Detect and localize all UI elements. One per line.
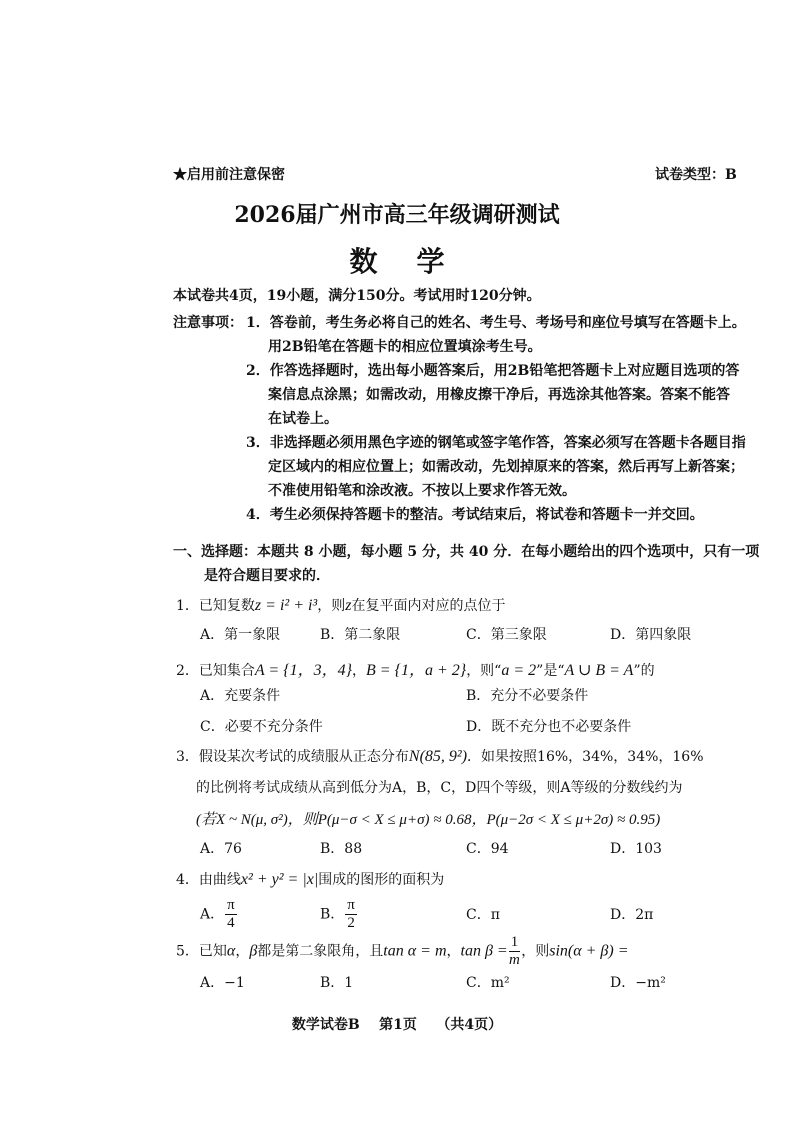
note-3-line-2: 定区域内的相应位置上；如需改动，先划掉原来的答案，然后再写上新答案； [268, 459, 744, 475]
note-3-line-1: 3．非选择题必须用黑色字迹的钢笔或签字笔作答，答案必须写在答题卡各题目指 [246, 435, 746, 451]
question-number: 3． [176, 749, 199, 765]
section-1-heading-line-2: 是符合题目要求的． [204, 568, 330, 584]
q3-text-2: ．如果按照16%，34%，34%，16% [467, 749, 704, 765]
q1-var: z [345, 597, 352, 614]
q2-option-c: C．必要不充分条件 [200, 719, 323, 735]
q5-tan-beta: tan β = [460, 942, 508, 960]
q2-condition-2: A ∪ B = A [564, 662, 634, 679]
q4-option-a [200, 898, 238, 931]
q4-option-c: C．π [466, 907, 500, 923]
notes-label: 注意事项： [173, 315, 243, 331]
q5-text-3: ，则 [521, 943, 550, 960]
q5-tan-alpha: tan α = m [383, 942, 447, 960]
q4-text-2: 围成的图形的面积为 [318, 872, 445, 888]
q2-text-4: ”的 [633, 663, 655, 679]
page-footer: 数学试卷B 第1页 （共4页） [291, 1017, 503, 1033]
q4-option-d: D．2π [610, 907, 654, 923]
q5-ask: sin(α + β) = [549, 942, 629, 960]
question-1-stem [176, 595, 505, 615]
q5-separator: ， [235, 943, 250, 960]
q1-expression: z = i² + i³ [254, 597, 318, 614]
fraction-numerator: π [227, 897, 235, 913]
fraction-denominator: 4 [227, 915, 235, 931]
q5-separator-2: ， [446, 943, 461, 960]
fraction-denominator: 2 [347, 915, 355, 931]
q1-option-b: B．第二象限 [320, 627, 401, 643]
q1-option-c: C．第三象限 [466, 627, 547, 643]
q2-option-d: D．既不充分也不必要条件 [466, 719, 632, 735]
q2-set-b: B = {1，a + 2} [366, 662, 467, 679]
q3-text: 假设某次考试的成绩服从正态分布 [198, 749, 409, 765]
question-number: 1． [176, 598, 199, 614]
q3-option-b: B．88 [320, 841, 363, 857]
q2-separator: ， [352, 663, 367, 679]
section-1-heading: 一、选择题：本题共 8 小题，每小题 5 分，共 40 分．在每小题给出的四个选项中，只有一项 [173, 544, 760, 560]
q3-option-d: D．103 [610, 841, 662, 857]
question-4-stem [176, 869, 444, 889]
q3-stem-line-2: 的比例将考试成绩从高到低分为A，B，C，D四个等级，则A等级的分数线约为 [196, 780, 683, 796]
q2-condition: a = 2 [501, 662, 537, 679]
note-2-line-3: 在试卷上。 [268, 411, 338, 427]
note-4-line-1: 4．考生必须保持答题卡的整洁。考试结束后，将试卷和答题卡一并交回。 [246, 507, 704, 523]
exam-intro: 本试卷共4页，19小题，满分150分。考试用时120分钟。 [173, 288, 541, 304]
q1-option-d: D．第四象限 [610, 627, 692, 643]
exam-title: 2026届广州市高三年级调研测试 [234, 202, 560, 228]
q1-option-a: A．第一象限 [200, 627, 281, 643]
fraction-denominator: m [509, 952, 520, 968]
q2-set-a: A = {1，3，4} [254, 662, 353, 679]
option-label: B． [320, 906, 345, 923]
fraction [345, 898, 357, 931]
q2-text-2: ，则“ [466, 663, 502, 679]
q4-text: 由曲线 [198, 872, 241, 888]
question-number: 5． [176, 943, 199, 960]
fraction-numerator: 1 [510, 934, 519, 950]
note-2-line-1: 2．作答选择题时，选出每小题答案后，用2B铅笔把答题卡上对应题目选项的答 [246, 363, 740, 379]
q3-hint: (若X ~ N(μ, σ²)，则P(μ−σ < X ≤ μ+σ) ≈ 0.68，P(μ−2σ < X ≤ μ+2σ) ≈ 0.95) [196, 812, 661, 828]
question-number: 2． [176, 663, 199, 679]
question-number: 4． [176, 872, 199, 888]
question-5-stem [176, 935, 629, 968]
q2-option-b: B．充分不必要条件 [466, 688, 589, 704]
note-1-line-2: 用2B铅笔在答题卡的相应位置填涂考生号。 [268, 339, 542, 355]
q4-option-b [320, 898, 358, 931]
q2-text-3: ”是“ [536, 663, 565, 679]
q1-text: 已知复数 [198, 598, 255, 614]
q5-option-c: C．m² [466, 975, 510, 991]
fraction [509, 935, 521, 968]
subject-title: 数 学 [349, 245, 445, 278]
question-2-stem [176, 657, 655, 680]
fraction-numerator: π [347, 897, 355, 913]
q2-text: 已知集合 [198, 663, 255, 679]
q3-distribution: N(85, 9²) [408, 748, 468, 765]
option-label: A． [200, 906, 225, 923]
q5-beta: β [249, 942, 258, 960]
q4-expression: x² + y² = |x| [240, 871, 319, 888]
note-1-line-1: 1．答卷前，考生务必将自己的姓名、考生号、考场号和座位号填写在答题卡上。 [246, 315, 746, 331]
question-3-stem [176, 746, 704, 766]
q5-text: 已知 [198, 943, 227, 960]
q3-option-c: C．94 [466, 841, 509, 857]
q5-option-a: A．−1 [200, 975, 245, 991]
fraction [225, 898, 237, 931]
q5-text-2: 都是第二象限角，且 [257, 943, 384, 960]
paper-type-label: 试卷类型：B [655, 167, 737, 183]
q5-option-b: B．1 [320, 975, 354, 991]
q5-alpha: α [226, 942, 236, 960]
note-3-line-3: 不准使用铅笔和涂改液。不按以上要求作答无效。 [268, 483, 576, 499]
q5-option-d: D．−m² [610, 975, 666, 991]
note-2-line-2: 案信息点涂黑；如需改动，用橡皮擦干净后，再选涂其他答案。答案不能答 [268, 387, 730, 403]
q1-text-2: ，则 [317, 598, 346, 614]
q1-text-3: 在复平面内对应的点位于 [351, 598, 506, 614]
confidential-label: ★启用前注意保密 [173, 167, 285, 183]
q3-option-a: A．76 [200, 841, 242, 857]
q2-option-a: A．充要条件 [200, 688, 281, 704]
